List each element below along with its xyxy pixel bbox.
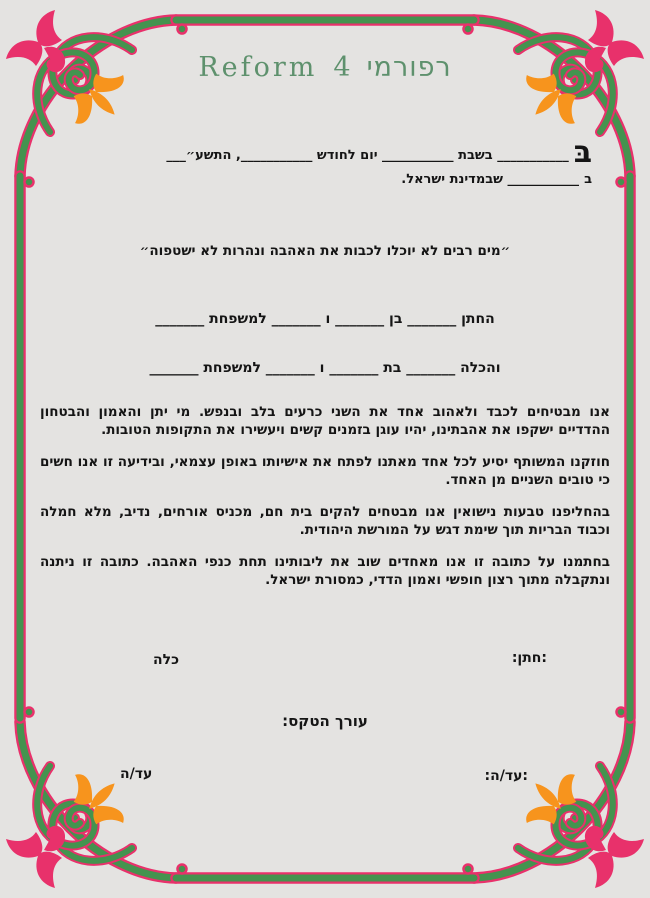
- groom-fill-in-line: החתן _______ בן _______ ו _______ למשפחת _______: [155, 311, 495, 327]
- vow-paragraph-1: אנו מבטיחים לכבד ולאהוב אחד את השני כרעים בלב ובנפש. מי יתן והאמון והבטחון ההדדיים ישקפו את אהבתינו, יהיו עוגן בזמנים קשים ויעשירו את התקופות הטובות.: [40, 404, 610, 438]
- date-section: [166, 135, 592, 189]
- song-of-songs-quote: ״מים רבים לא יוכלו לכבות את האהבה ונהרות לא ישטפוה״: [139, 243, 511, 259]
- bride-signature-label: כלה: [153, 652, 180, 668]
- vow-paragraph-2: חוזקנו המשותף יסיע לכל אחד מאתנו לפתח את אישיותו באופן עצמאי, ובידיעה זו אנו חשים כי טובים השניים מן האחד.: [40, 454, 610, 488]
- date-line-2: [166, 171, 592, 189]
- date-line2-text: ___________ שבמדינת ישראל.: [401, 172, 580, 187]
- date-line-1: [166, 135, 592, 171]
- vows-section: [40, 404, 610, 604]
- document-title: [0, 52, 650, 83]
- officiant-signature-label: עורך הטקס:: [282, 712, 368, 730]
- title-latin: Reform: [198, 52, 318, 83]
- vow-paragraph-3: בהחליפנו טבעות נישואין אנו מבטחים להקים בית חם, מכניס אורחים, נדיב, מלא חמלה וכבוד הבריות תוך שימת דגש על המורשת היהודית.: [40, 504, 610, 538]
- bride-fill-in-line: והכלה _______ בת _______ ו _______ למשפחת _______: [149, 360, 501, 376]
- date-line1-text: ___________ בשבת ___________ יום לחודש ___________, התשע״___: [166, 148, 569, 163]
- title-number: 4: [333, 52, 351, 83]
- date-initial-letter: בּ: [573, 135, 592, 170]
- witness-left-signature-label: עד/ה: [120, 766, 153, 782]
- title-hebrew: רפורמי: [366, 52, 452, 83]
- vow-paragraph-4: בחתמנו על כתובה זו אנו מאחדים שוב את ליבותינו תחת כנפי האהבה. כתובה זו ניתנה ונתקבלה מתוך רצון חופשי ואמון הדדי, כמסורת ישראל.: [40, 554, 610, 588]
- witness-right-signature-label: :עד/ה:: [484, 768, 528, 784]
- groom-signature-label: :חתן:: [511, 650, 547, 666]
- location-initial-letter: ב: [584, 172, 592, 187]
